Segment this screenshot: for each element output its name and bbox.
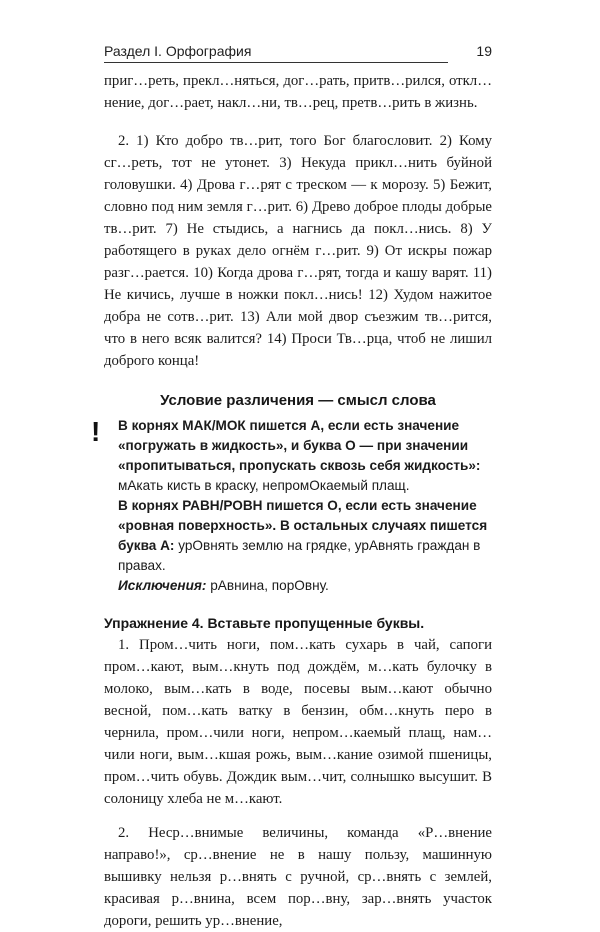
rule-box — [91, 416, 492, 596]
rule-ravn-rovn — [118, 496, 492, 576]
rule-ravn-rovn-bold: В корнях РАВН/РОВН пишется О, если есть значение «ровная поверхность». В остальных случаях пишется буква А: — [118, 498, 488, 553]
page-header — [104, 40, 492, 62]
section-header-title: Раздел I. Орфография — [104, 43, 252, 59]
spacer — [104, 596, 492, 612]
exercise-4-paragraph-2: 2. Неср…внимые величины, команда «Р…внение направо!», ср…внение не в нашу пользу, машинную вышивку нельзя р…внять с ручной, ср…внять с землей, красивая р…внина, всем пор…вну, зар…внять участок дороги, решить ур…внение, — [104, 825, 492, 929]
page-number: 19 — [476, 43, 492, 59]
exercise-2-paragraph: 2. 1) Кто добро тв…рит, того Бог благословит. 2) Кому сг…реть, тот не утонет. 3) Некуда прикл…нить буйной головушки. 4) Дрова г…рят с треском — к морозу. 5) Бежит, словно под ним земля г…рит. 6) Древо доброе плоды добрые тв…рит. 7) Не стыдись, а нагнись да покл…нись. 8) У работящего в руках дело огнём г…рит. 9) От искры пожар разг…рается. 10) Когда дрова г…рят, тогда и кашу варят. 11) Не кичись, лучше в ножки покл…нись! 12) Худом нажитое добра не сотв…рит. 13) Али мой двор съезжим тв…рится, что в него всяк валится? 14) Проси Тв…рца, чтоб не лишил доброго конца! — [104, 133, 492, 369]
page-content — [91, 70, 492, 932]
spacer — [104, 372, 492, 388]
header-divider — [104, 62, 448, 63]
rule-mak-mok-bold: В корнях МАК/МОК пишется А, если есть значение «погружать в жидкость», и буква О — при значении «пропитываться, пропускать сквозь себя жидкость»: — [118, 418, 481, 473]
exceptions-label: Исключения: — [118, 578, 207, 593]
spacer — [104, 114, 492, 130]
exclamation-mark-icon: ! — [91, 416, 101, 447]
spacer — [104, 810, 492, 822]
exceptions-text: рАвнина, порОвну. — [206, 578, 329, 593]
exercise-4-paragraph-1: 1. Пром…чить ноги, пом…кать сухарь в чай, сапоги пром…кают, вым…кнуть под дождём, м…кать булочку в молоко, вым…кать в воде, посевы вым…кают обычно весной, пом…кать ватку в бензин, обм…кнуть перо в чернила, пром…чили ноги, непром…каемый плащ, нам…чили ноги, вым…кшая рожь, вым…кание озимой пшеницы, пром…чить обувь. Дождик вым…чит, солнышко высушит. В солоницу хлеба не м…кают. — [104, 637, 492, 807]
rule-mak-mok — [118, 416, 492, 496]
rule-ravn-rovn-example: урОвнять землю на грядке, урАвнять граждан в правах. — [118, 538, 481, 573]
rule-exceptions — [118, 576, 492, 596]
exercise-4-title: Упражнение 4. Вставьте пропущенные буквы. — [104, 615, 425, 631]
intro-paragraph: приг…реть, прекл…няться, дог…рать, притв…рился, откл…нение, дог…рает, накл…ни, тв…рец, претв…рить в жизнь. — [104, 73, 492, 111]
rule-mak-mok-example: мАкать кисть в краску, непромОкаемый плащ. — [118, 478, 410, 493]
condition-section-title: Условие различения — смысл слова — [160, 392, 436, 409]
